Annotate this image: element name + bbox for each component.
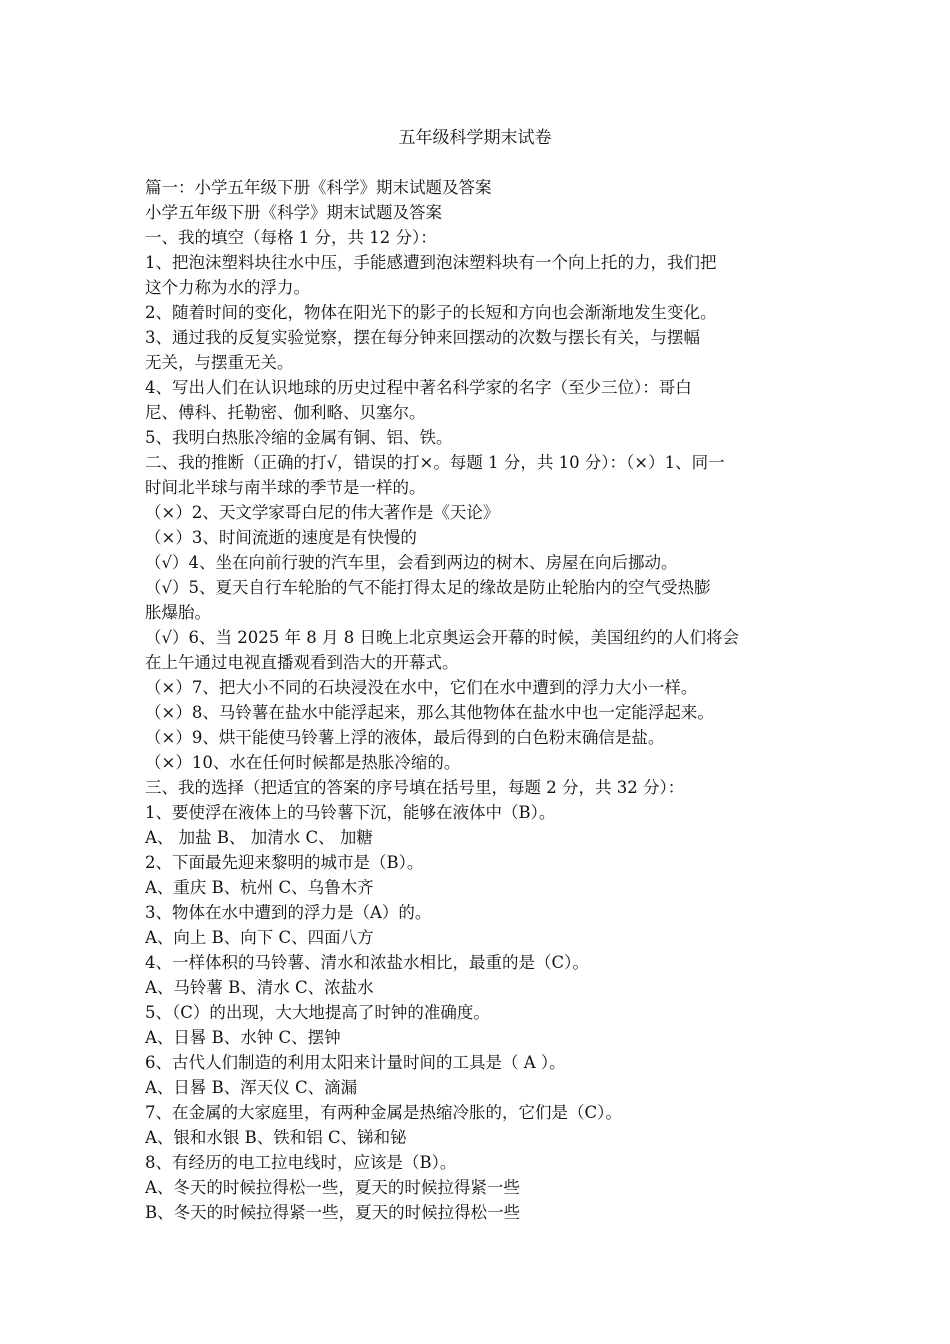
text-line: 小学五年级下册《科学》期末试题及答案 xyxy=(145,203,442,222)
text-line: A、向上 B、向下 C、四面八方 xyxy=(145,928,374,947)
text-line: （√）5、夏天自行车轮胎的气不能打得太足的缘故是防止轮胎内的空气受热膨 xyxy=(145,578,711,597)
text-line: B、冬天的时候拉得紧一些，夏天的时候拉得松一些 xyxy=(145,1203,521,1222)
text-line: 8、有经历的电工拉电线时，应该是（B）。 xyxy=(145,1153,457,1172)
text-line: 二、我的推断（正确的打√，错误的打×。每题 1 分，共 10 分）：（×）1、同一 xyxy=(145,453,725,472)
text-line: （×）3、时间流逝的速度是有快慢的 xyxy=(145,528,417,547)
text-line: 1、要使浮在液体上的马铃薯下沉，能够在液体中（B）。 xyxy=(145,803,556,822)
text-line: 4、写出人们在认识地球的历史过程中著名科学家的名字（至少三位）：哥白 xyxy=(145,378,692,397)
text-line: （√）4、坐在向前行驶的汽车里，会看到两边的树木、房屋在向后挪动。 xyxy=(145,553,678,572)
text-line: 5、（C）的出现，大大地提高了时钟的准确度。 xyxy=(145,1003,490,1022)
text-line: （×）9、烘干能使马铃薯上浮的液体，最后得到的白色粉末确信是盐。 xyxy=(145,728,665,747)
text-line: 胀爆胎。 xyxy=(145,603,211,622)
text-line: A、日晷 B、浑天仪 C、滴漏 xyxy=(145,1078,358,1097)
text-line: 时间北半球与南半球的季节是一样的。 xyxy=(145,478,426,497)
text-line: 无关，与摆重无关。 xyxy=(145,353,294,372)
text-line: 尼、傅科、托勒密、伽利略、贝塞尔。 xyxy=(145,403,426,422)
text-line: 2、下面最先迎来黎明的城市是（B）。 xyxy=(145,853,424,872)
text-line: 三、我的选择（把适宜的答案的序号填在括号里，每题 2 分，共 32 分）： xyxy=(145,778,685,797)
text-line: A、 加盐 B、 加清水 C、 加糖 xyxy=(145,828,373,847)
text-line: 在上午通过电视直播观看到浩大的开幕式。 xyxy=(145,653,459,672)
document-title: 五年级科学期末试卷 xyxy=(398,128,552,148)
text-line: A、重庆 B、杭州 C、乌鲁木齐 xyxy=(145,878,374,897)
text-line: 这个力称为水的浮力。 xyxy=(145,278,310,297)
text-line: 篇一：小学五年级下册《科学》期末试题及答案 xyxy=(145,178,492,197)
text-line: 4、一样体积的马铃薯、清水和浓盐水相比，最重的是（C）。 xyxy=(145,953,589,972)
text-line: （×）8、马铃薯在盐水中能浮起来，那么其他物体在盐水中也一定能浮起来。 xyxy=(145,703,714,722)
text-line: （×）7、把大小不同的石块浸没在水中，它们在水中遭到的浮力大小一样。 xyxy=(145,678,698,697)
text-line: 6、古代人们制造的利用太阳来计量时间的工具是（ A ）。 xyxy=(145,1053,566,1072)
text-line: 7、在金属的大家庭里，有两种金属是热缩冷胀的，它们是（C）。 xyxy=(145,1103,622,1122)
text-line: 1、把泡沫塑料块往水中压，手能感遭到泡沫塑料块有一个向上托的力，我们把 xyxy=(145,253,717,272)
document-body xyxy=(145,175,807,1225)
text-line: 5、我明白热胀冷缩的金属有铜、铝、铁。 xyxy=(145,428,453,447)
text-line: 3、物体在水中遭到的浮力是（A）的。 xyxy=(145,903,432,922)
text-line: 2、随着时间的变化，物体在阳光下的影子的长短和方向也会渐渐地发生变化。 xyxy=(145,303,717,322)
text-line: A、马铃薯 B、清水 C、浓盐水 xyxy=(145,978,374,997)
text-line: A、冬天的时候拉得松一些，夏天的时候拉得紧一些 xyxy=(145,1178,520,1197)
text-line: 一、我的填空（每格 1 分，共 12 分）： xyxy=(145,228,437,247)
text-line: （×）10、水在任何时候都是热胀冷缩的。 xyxy=(145,753,461,772)
text-line: 3、通过我的反复实验觉察，摆在每分钟来回摆动的次数与摆长有关，与摆幅 xyxy=(145,328,700,347)
text-line: （√）6、当 2025 年 8 月 8 日晚上北京奥运会开幕的时候，美国纽约的人们将会 xyxy=(145,628,739,647)
text-line: A、银和水银 B、铁和铝 C、锑和铋 xyxy=(145,1128,407,1147)
text-line: A、日晷 B、水钟 C、摆钟 xyxy=(145,1028,341,1047)
text-line: （×）2、天文学家哥白尼的伟大著作是《天论》 xyxy=(145,503,500,522)
